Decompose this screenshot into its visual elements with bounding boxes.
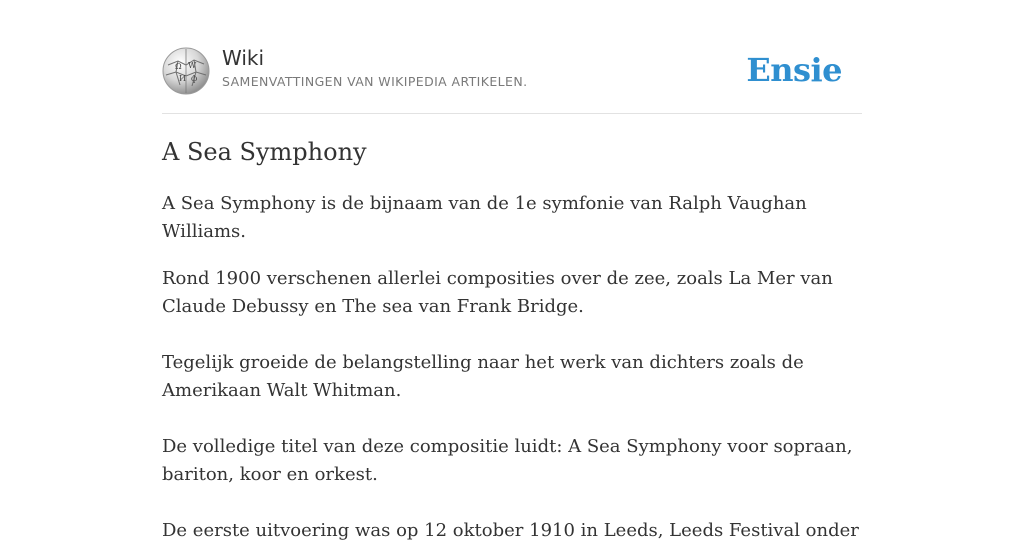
article-title: A Sea Symphony (162, 138, 367, 166)
site-header (162, 44, 862, 114)
svg-text:W: W (188, 61, 197, 70)
article-paragraph: Tegelijk groeide de belangstelling naar het werk van dichters zoals de Amerikaan Walt Whitman. (162, 352, 804, 401)
ensie-brand-link[interactable]: Ensie (746, 51, 842, 89)
article-content (162, 135, 862, 545)
article-paragraph: Rond 1900 verschenen allerlei composities over de zee, zoals La Mer van Claude Debussy en The sea van Frank Bridge. (162, 268, 833, 317)
site-tagline: SAMENVATTINGEN VAN WIKIPEDIA ARTIKELEN. (222, 74, 528, 89)
site-title-link[interactable]: Wiki (222, 46, 265, 70)
svg-text:Ω: Ω (175, 62, 182, 71)
article-paragraph: De eerste uitvoering was op 12 oktober 1910 in Leeds, Leeds Festival onder (162, 520, 859, 541)
article-intro: A Sea Symphony is de bijnaam van de 1e symfonie van Ralph Vaughan Williams. (162, 193, 807, 242)
svg-text:ф: ф (191, 74, 198, 83)
wikipedia-globe-icon[interactable] (162, 47, 210, 95)
article-paragraph: De volledige titel van deze compositie luidt: A Sea Symphony voor sopraan, bariton, koor en orkest. (162, 436, 853, 485)
svg-text:И: И (179, 74, 186, 83)
